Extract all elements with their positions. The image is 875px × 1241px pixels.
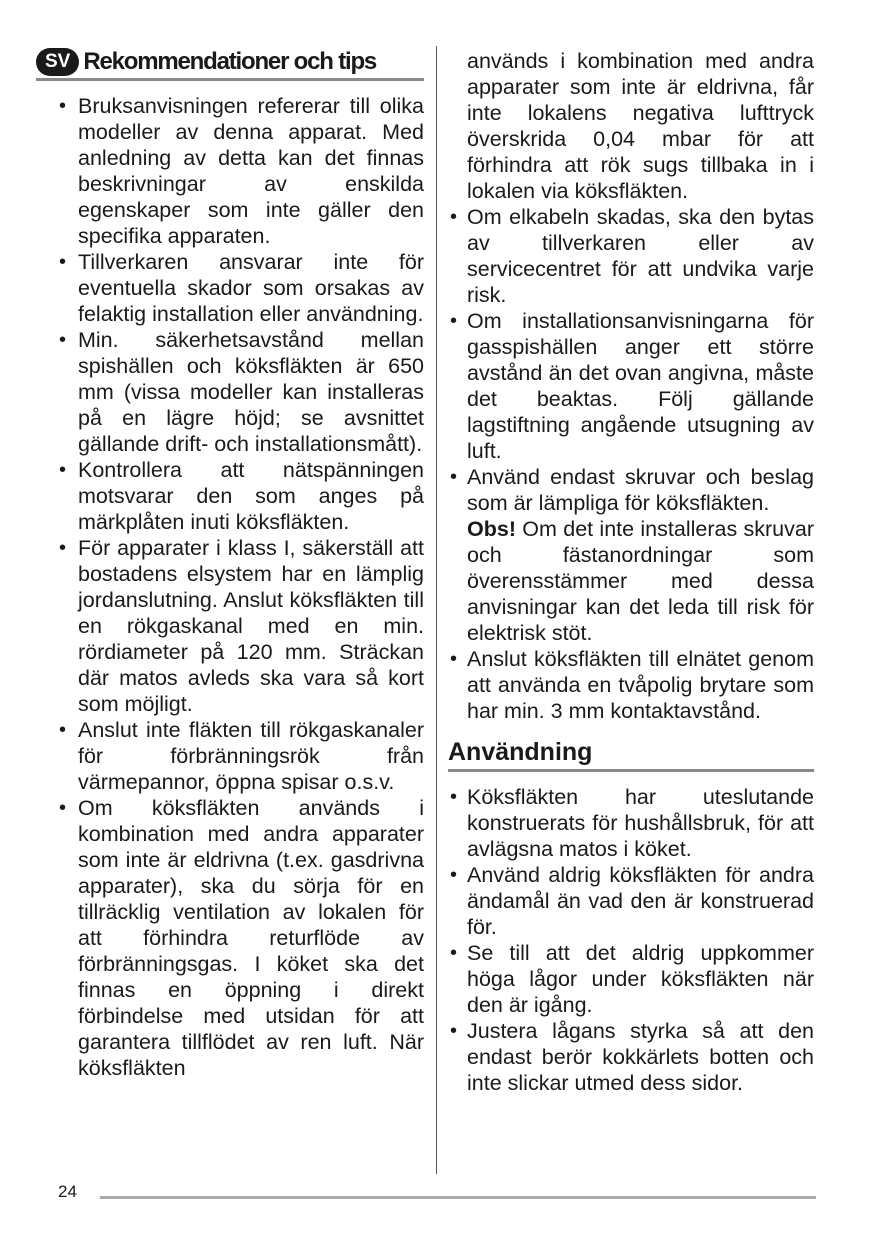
note-label: Obs! (467, 517, 516, 541)
list-item: • Om elkabeln skadas, ska den bytas av tillverkaren eller av servicecentret för att undvika varje risk. (448, 204, 814, 308)
left-column (36, 48, 424, 1081)
list-item: • Bruksanvisningen refererar till olika modeller av denna apparat. Med anledning av detta kan det finnas beskrivningar av enskilda egenskaper som inte gäller den specifika apparaten. (36, 93, 424, 249)
footer-rule (100, 1196, 816, 1199)
recommendations-list-continued (448, 204, 814, 516)
list-item: • Om installationsanvisningarna för gasspishällen anger ett större avstånd än det ovan angivna, måste det beaktas. Följ gällande lagstiftning angående utsugning av luft. (448, 308, 814, 464)
continued-paragraph: används i kombination med andra apparater som inte är eldrivna, får inte lokalens negativa lufttryck överskrida 0,04 mbar för att förhindra att rök sugs tillbaka in i lokalen via köksfläkten. (467, 49, 814, 203)
list-item: • Kontrollera att nätspänningen motsvarar den som anges på märkplåten inuti köksfläkten. (36, 457, 424, 535)
recommendations-list-end (448, 646, 814, 724)
list-item: • För apparater i klass I, säkerställ att bostadens elsystem har en lämplig jordanslutning. Anslut köksfläkten till en rökgaskanal med en min. rördiameter på 120 mm. Sträckan där matos avleds ska vara så kort som möjligt. (36, 535, 424, 717)
note-paragraph (448, 516, 814, 646)
section-title: Användning (448, 738, 593, 766)
section-heading-recommendations (36, 48, 424, 81)
list-item: • Använd aldrig köksfläkten för andra ändamål än vad den är konstruerad för. (448, 862, 814, 940)
column-divider (436, 46, 437, 1174)
list-item: • Om köksfläkten används i kombination med andra apparater som inte är eldrivna (t.ex. gasdrivna apparater), ska du sörja för en tillräcklig ventilation av lokalen för att förhindra returflöde av förbränningsgas. I köket ska det finnas en öppning i direkt förbindelse med utsidan för att garantera tillflödet av ren luft. När köksfläkten (36, 795, 424, 1081)
list-item: • Köksfläkten har uteslutande konstruerats för hushållsbruk, för att avlägsna matos i köket. (448, 784, 814, 862)
section-heading-usage (448, 738, 814, 772)
page-number: 24 (58, 1182, 77, 1201)
list-item: • Se till att det aldrig uppkommer höga lågor under köksfläkten när den är igång. (448, 940, 814, 1018)
language-badge: SV (36, 48, 79, 76)
list-item: • Använd endast skruvar och beslag som är lämpliga för köksfläkten. (448, 464, 814, 516)
right-column (448, 48, 814, 1096)
list-item: • Min. säkerhetsavstånd mellan spishällen och köksfläkten är 650 mm (vissa modeller kan installeras på en lägre höjd; se avsnittet gällande drift- och installationsmått). (36, 327, 424, 457)
list-item: • Justera lågans styrka så att den endast berör kokkärlets botten och inte slickar utmed dess sidor. (448, 1018, 814, 1096)
section-title: Rekommendationer och tips (83, 48, 377, 75)
list-item: • Anslut inte fläkten till rökgaskanaler för förbränningsrök från värmepannor, öppna spisar o.s.v. (36, 717, 424, 795)
list-item: • Tillverkaren ansvarar inte för eventuella skador som orsakas av felaktig installation eller användning. (36, 249, 424, 327)
usage-list (448, 784, 814, 1096)
list-item: • Anslut köksfläkten till elnätet genom att använda en tvåpolig brytare som har min. 3 mm kontaktavstånd. (448, 646, 814, 724)
note-text: Om det inte installeras skruvar och fästanordningar som överensstämmer med dessa anvisningar kan det leda till risk för elektrisk stöt. (467, 517, 814, 645)
recommendations-list (36, 93, 424, 1081)
